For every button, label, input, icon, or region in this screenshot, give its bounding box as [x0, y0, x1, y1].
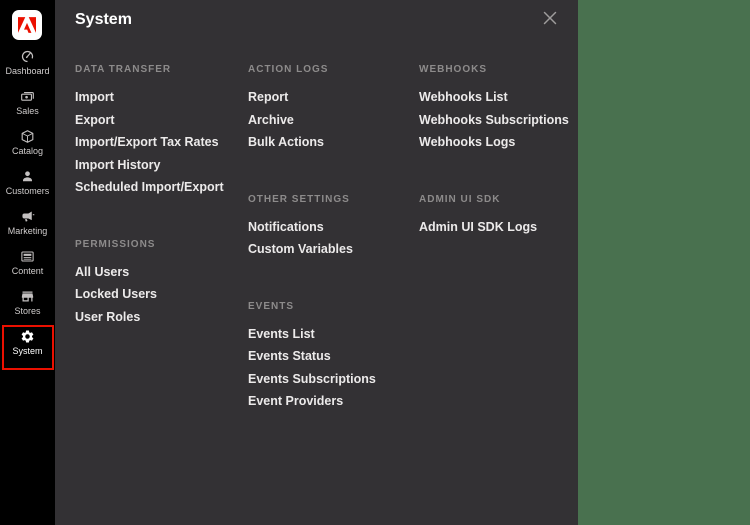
menu-section-permissions	[75, 239, 245, 329]
menu-item-export[interactable]: Export	[75, 112, 115, 127]
menu-section-webhooks	[419, 64, 589, 154]
megaphone-icon	[20, 209, 35, 224]
menu-item-custom-variables[interactable]: Custom Variables	[248, 242, 353, 256]
gauge-icon	[20, 49, 35, 64]
close-icon	[543, 11, 557, 25]
menu-item-events-list[interactable]: Events List	[248, 326, 315, 341]
sidebar-item-stores[interactable]	[0, 282, 55, 322]
menu-item-archive[interactable]: Archive	[248, 112, 294, 127]
sidebar-item-label: Stores	[14, 305, 41, 316]
menu-item-user-roles[interactable]: User Roles	[75, 309, 141, 324]
adobe-a-icon	[18, 17, 36, 33]
section-title: EVENTS	[248, 300, 295, 312]
section-title: WEBHOOKS	[419, 64, 487, 75]
person-icon	[20, 169, 35, 184]
sidebar-item-catalog[interactable]	[0, 122, 55, 162]
menu-item-bulk-actions[interactable]: Bulk Actions	[248, 135, 324, 149]
sidebar-item-label: Marketing	[7, 225, 48, 236]
system-menu-panel	[55, 0, 578, 525]
sidebar-item-label: Customers	[5, 185, 50, 196]
menu-column-1	[75, 64, 245, 328]
sidebar-item-label: System	[12, 345, 43, 356]
sidebar-item-dashboard[interactable]	[0, 42, 55, 82]
menu-section-events	[248, 301, 418, 413]
adobe-logo[interactable]	[12, 10, 42, 40]
menu-item-events-status[interactable]: Events Status	[248, 349, 331, 363]
menu-item-event-providers[interactable]: Event Providers	[248, 394, 344, 408]
box-icon	[20, 129, 35, 144]
menu-item-events-subscriptions[interactable]: Events Subscriptions	[248, 371, 376, 386]
menu-section-data-transfer	[75, 64, 245, 199]
menu-item-admin-ui-sdk-logs[interactable]: Admin UI SDK Logs	[419, 219, 538, 234]
admin-sidebar	[0, 0, 55, 525]
storefront-icon	[20, 289, 35, 304]
menu-column-3	[419, 64, 589, 238]
newspaper-icon	[20, 249, 35, 264]
section-title: OTHER SETTINGS	[248, 193, 350, 205]
sidebar-item-label: Sales	[16, 105, 39, 116]
menu-item-all-users[interactable]: All Users	[75, 264, 130, 279]
sidebar-item-customers[interactable]	[0, 162, 55, 202]
menu-item-import[interactable]: Import	[75, 90, 114, 104]
menu-item-report[interactable]: Report	[248, 90, 289, 104]
menu-column-2	[248, 64, 418, 413]
menu-section-action-logs	[248, 64, 418, 154]
sidebar-item-marketing[interactable]	[0, 202, 55, 242]
menu-item-import-history[interactable]: Import History	[75, 157, 161, 172]
banknote-icon	[20, 89, 35, 104]
section-title: ADMIN UI SDK	[419, 193, 501, 205]
sidebar-item-label: Catalog	[11, 145, 44, 156]
close-button[interactable]	[541, 9, 561, 29]
sidebar-menu	[0, 42, 55, 362]
sidebar-item-label: Content	[11, 265, 44, 276]
section-title: DATA TRANSFER	[75, 64, 172, 75]
section-title: ACTION LOGS	[248, 64, 329, 75]
section-title: PERMISSIONS	[75, 238, 156, 250]
page-title: System	[75, 11, 132, 28]
menu-item-notifications[interactable]: Notifications	[248, 219, 324, 234]
sidebar-item-label: Dashboard	[5, 65, 50, 76]
sidebar-item-system[interactable]	[0, 322, 55, 362]
menu-item-import-export-tax-rates[interactable]: Import/Export Tax Rates	[75, 135, 219, 149]
menu-item-webhooks-list[interactable]: Webhooks List	[419, 90, 508, 104]
sidebar-item-sales[interactable]	[0, 82, 55, 122]
menu-item-scheduled-import-export[interactable]: Scheduled Import/Export	[75, 180, 224, 194]
page-content-background	[578, 0, 750, 525]
menu-item-webhooks-logs[interactable]: Webhooks Logs	[419, 135, 516, 149]
menu-section-admin-ui-sdk	[419, 194, 589, 239]
menu-section-other-settings	[248, 194, 418, 261]
menu-item-locked-users[interactable]: Locked Users	[75, 287, 157, 301]
gear-icon	[20, 329, 35, 344]
sidebar-item-content[interactable]	[0, 242, 55, 282]
menu-item-webhooks-subscriptions[interactable]: Webhooks Subscriptions	[419, 112, 569, 127]
